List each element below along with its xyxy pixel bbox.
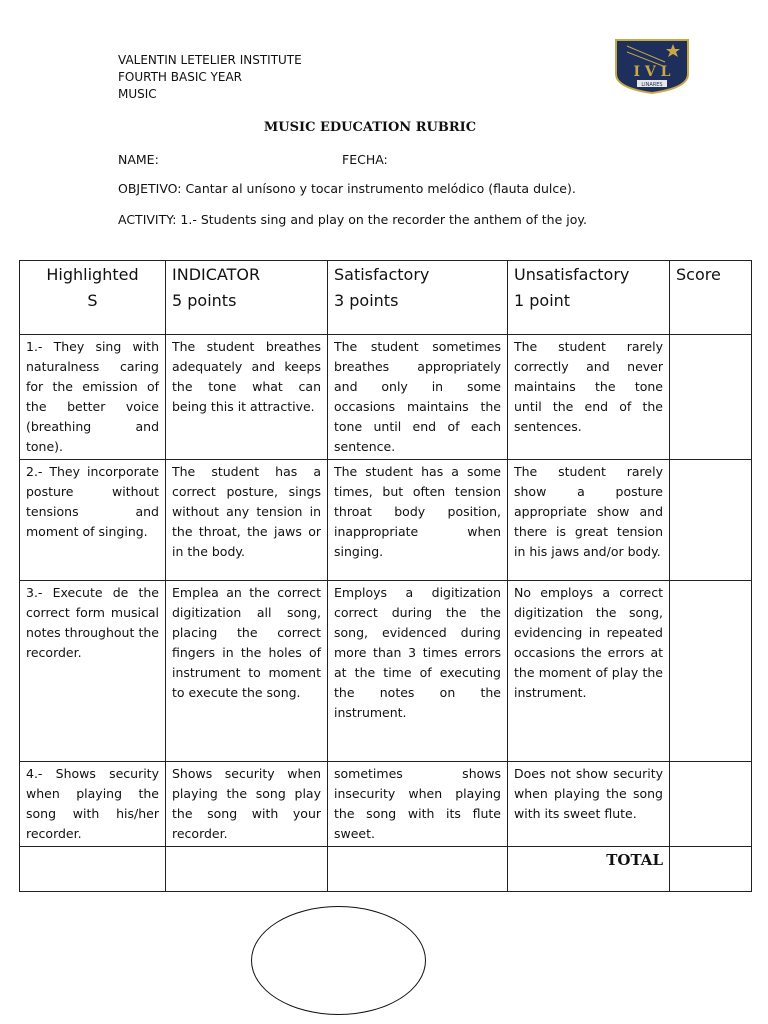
satisfactory-cell: sometimes shows insecurity when playing the song with its flute sweet. xyxy=(328,762,508,847)
header-unsatisfactory: Unsatisfactory 1 point xyxy=(508,261,670,335)
unsatisfactory-cell: The student rarely correctly and never maintains the tone until the end of the sentences. xyxy=(508,335,670,460)
date-label: FECHA: xyxy=(342,152,388,167)
header-highlights: Highlighted S xyxy=(20,261,166,335)
name-label: NAME: xyxy=(118,152,159,167)
document-title: MUSIC EDUCATION RUBRIC xyxy=(263,120,477,135)
score-cell[interactable] xyxy=(670,460,752,581)
satisfactory-cell: The student sometimes breathes appropriately and only in some occasions maintains the tone until end of each sentence. xyxy=(328,335,508,460)
highlight-cell: 2.- They incorporate posture without tensions and moment of singing. xyxy=(20,460,166,581)
school-logo xyxy=(613,38,691,94)
grade-level: FOURTH BASIC YEAR xyxy=(118,70,243,84)
logo-letters: I V L xyxy=(633,64,671,80)
empty-cell xyxy=(166,847,328,892)
table-row xyxy=(20,762,752,847)
empty-cell xyxy=(20,847,166,892)
table-row xyxy=(20,581,752,762)
total-row xyxy=(20,847,752,892)
unsatisfactory-cell: No employs a correct digitization the song, evidencing in repeated occasions the errors at the moment of play the instrument. xyxy=(508,581,670,762)
indicator-cell: The student has a correct posture, sings without any tension in the throat, the jaws or in the body. xyxy=(166,460,328,581)
activity-text: ACTIVITY: 1.- Students sing and play on the recorder the anthem of the joy. xyxy=(118,212,587,227)
unsatisfactory-cell: Does not show security when playing the song with its sweet flute. xyxy=(508,762,670,847)
score-cell[interactable] xyxy=(670,581,752,762)
satisfactory-cell: The student has a some times, but often tension throat body position, inappropriate when singing. xyxy=(328,460,508,581)
indicator-cell: The student breathes adequately and keeps the tone what can being this it attractive. xyxy=(166,335,328,460)
table-row xyxy=(20,335,752,460)
score-cell[interactable] xyxy=(670,335,752,460)
table-row xyxy=(20,460,752,581)
header-row xyxy=(20,261,752,335)
header-score: Score xyxy=(670,261,752,335)
rubric-table xyxy=(19,260,752,892)
unsatisfactory-cell: The student rarely show a posture appropriate show and there is great tension in his jaws and/or body. xyxy=(508,460,670,581)
header-indicator: INDICATOR 5 points xyxy=(166,261,328,335)
indicator-cell: Emplea an the correct digitization all song, placing the correct fingers in the holes of instrument to moment to execute the song. xyxy=(166,581,328,762)
subject-name: MUSIC xyxy=(118,87,157,101)
highlight-cell: 4.- Shows security when playing the song with his/her recorder. xyxy=(20,762,166,847)
logo-banner: LINARES xyxy=(641,82,663,88)
institution-name: VALENTIN LETELIER INSTITUTE xyxy=(118,53,302,67)
score-cell[interactable] xyxy=(670,762,752,847)
empty-cell xyxy=(328,847,508,892)
highlight-cell: 3.- Execute de the correct form musical notes throughout the recorder. xyxy=(20,581,166,762)
total-score-cell[interactable] xyxy=(670,847,752,892)
indicator-cell: Shows security when playing the song play the song with your recorder. xyxy=(166,762,328,847)
grade-oval xyxy=(251,906,426,1015)
objective-text: OBJETIVO: Cantar al unísono y tocar instrumento melódico (flauta dulce). xyxy=(118,181,576,196)
header-satisfactory: Satisfactory 3 points xyxy=(328,261,508,335)
highlight-cell: 1.- They sing with naturalness caring for the emission of the better voice (breathing and tone). xyxy=(20,335,166,460)
total-label: TOTAL xyxy=(508,847,670,892)
satisfactory-cell: Employs a digitization correct during the the song, evidenced during more than 3 times errors at the time of executing the notes on the instrument. xyxy=(328,581,508,762)
